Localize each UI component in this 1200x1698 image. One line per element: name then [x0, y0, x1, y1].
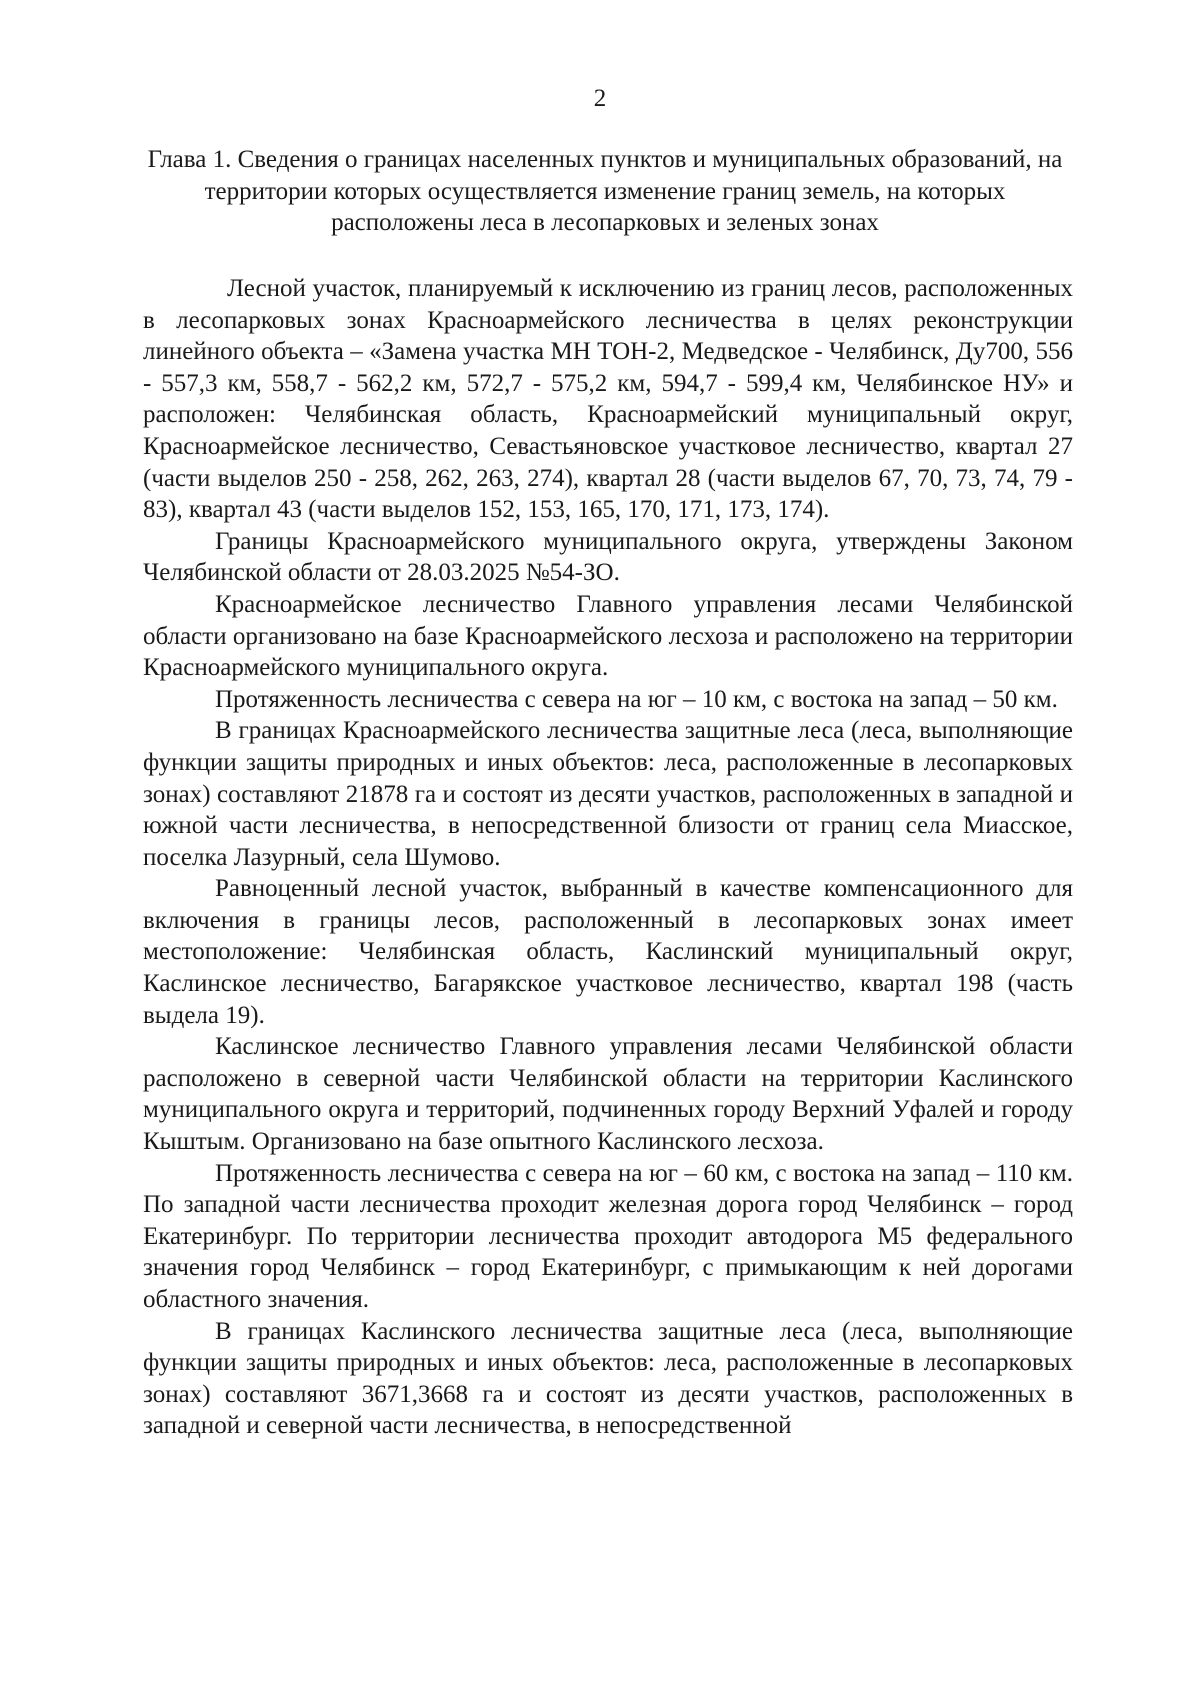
paragraph-kaslinskoe-extent: Протяженность лесничества с севера на юг – 60 км, с востока на запад – 110 км. По западной части лесничества проходит железная дорога город Челябинск – город Екатеринбург. По территории лесничества проходит автодорога М5 федерального значения город Челябинск – город Екатеринбург, с примыкающим к ней дорогами областного значения. [143, 1159, 1073, 1313]
paragraph-krasnoarmeyskoe-protective-forests: В границах Красноармейского лесничества защитные леса (леса, выполняющие функции защиты природных и иных объектов: леса, расположенные в лесопарковых зонах) составляют 21878 га и состоят из десяти участков, расположенных в западной и южной части лесничества, в непосредственной близости от границ села Миасское, поселка Лазурный, села Шумово. [143, 717, 1073, 871]
page-number: 2 [593, 85, 607, 112]
paragraph-kaslinskoe-protective-forests: В границах Каслинского лесничества защитные леса (леса, выполняющие функции защиты природных и иных объектов: леса, расположенные в лесопарковых зонах) составляют 3671,3668 га и состоят из десяти участков, расположенных в западной и северной части лесничества, в непосредственной [143, 1317, 1073, 1440]
paragraph-krasnoarmeyskoe-forestry: Красноармейское лесничество Главного управления лесами Челябинской области организовано на базе Красноармейского лесхоза и расположено на территории Красноармейского муниципального округа. [143, 590, 1073, 682]
chapter-title: Глава 1. Сведения о границах населенных пунктов и муниципальных образований, на территории которых осуществляется изменение границ земель, на которых расположены леса в лесопарковых и зеленых зонах [147, 146, 1063, 236]
document-body [143, 273, 1073, 1442]
paragraph-excluded-plot: Лесной участок, планируемый к исключению из границ лесов, расположенных в лесопарковых зонах Красноармейского лесничества в целях реконструкции линейного объекта – «Замена участка МН ТОН-2, Медведское - Челябинск, Ду700, 556 - 557,3 км, 558,7 - 562,2 км, 572,7 - 575,2 км, 594,7 - 599,4 км, Челябинское НУ» и расположен: Челябинская область, Красноармейский муниципальный округ, Красноармейское лесничество, Севастьяновское участковое лесничество, квартал 27 (части выделов 250 - 258, 262, 263, 274), квартал 28 (части выделов 67, 70, 73, 74, 79 - 83), квартал 43 (части выделов 152, 153, 165, 170, 171, 173, 174). [143, 275, 1073, 524]
paragraph-district-borders: Границы Красноармейского муниципального округа, утверждены Законом Челябинской области от 28.03.2025 №54-ЗО. [143, 527, 1073, 587]
paragraph-krasnoarmeyskoe-extent: Протяженность лесничества с севера на юг – 10 км, с востока на запад – 50 км. [215, 685, 1058, 713]
paragraph-compensation-plot: Равноценный лесной участок, выбранный в качестве компенсационного для включения в границы лесов, расположенный в лесопарковых зонах имеет местоположение: Челябинская область, Каслинский муниципальный округ, Каслинское лесничество, Багарякское участковое лесничество, квартал 198 (часть выдела 19). [143, 875, 1073, 1029]
paragraph-kaslinskoe-forestry: Каслинское лесничество Главного управления лесами Челябинской области расположено в северной части Челябинской области на территории Каслинского муниципального округа и территорий, подчиненных городу Верхний Уфалей и городу Кыштым. Организовано на базе опытного Каслинского лесхоза. [143, 1033, 1073, 1156]
